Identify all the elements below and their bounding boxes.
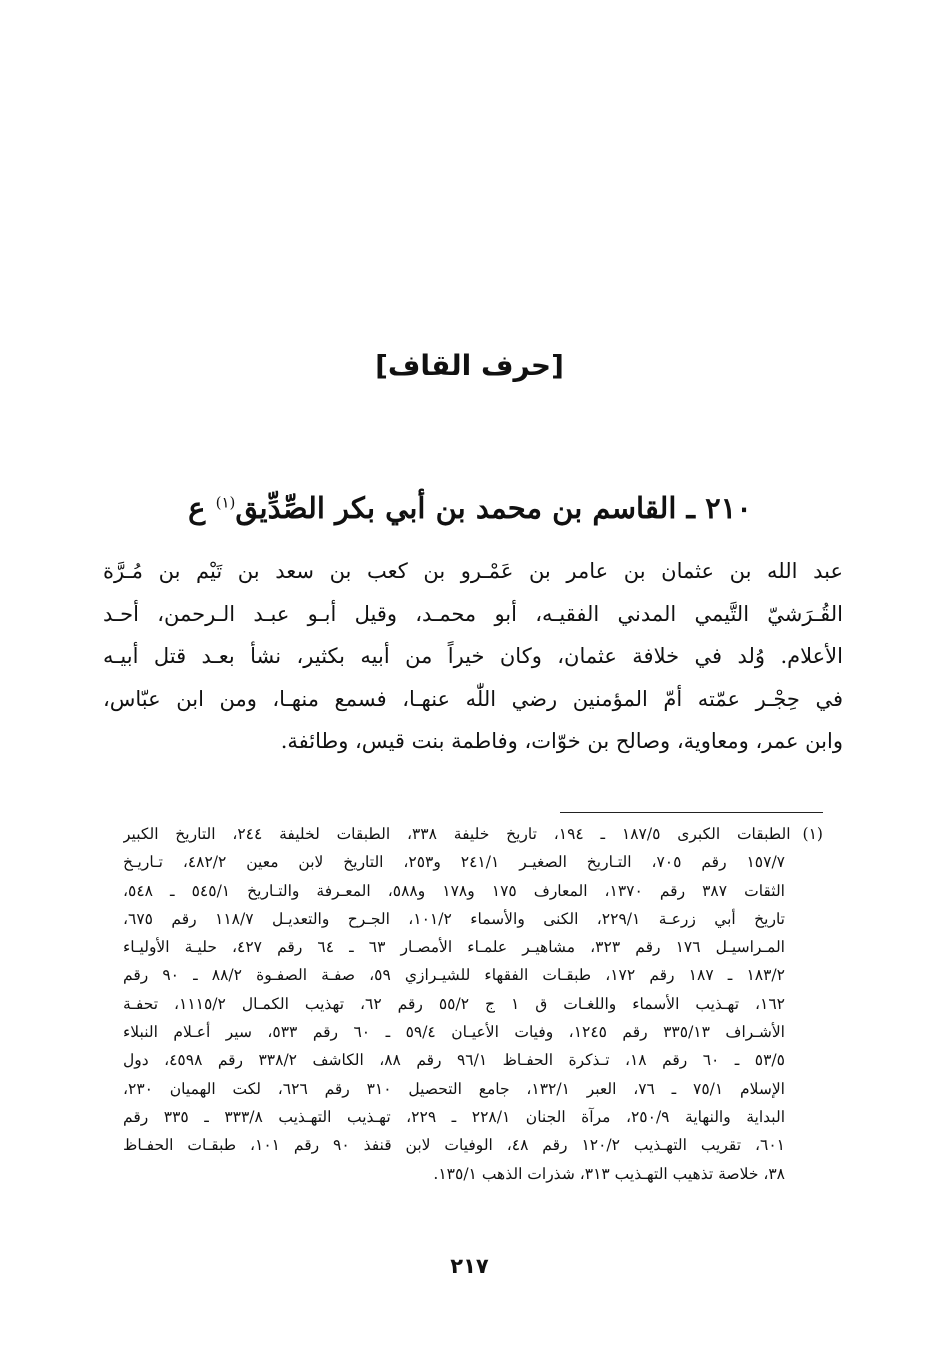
entry-title <box>120 482 820 534</box>
section-heading: [حرف القاف] <box>375 349 564 382</box>
body-line: عبد الله بن عثمان بن عامر بن عَمْـرو بن كعب بن سعد بن تَيْم بن مُـرَّة <box>103 559 843 583</box>
body-line: القُـرَشيّ التَّيمي المدني الفقيـه، أبو محمـد، وقيل أبـو عبـد الـرحمن، أحـد <box>103 601 843 626</box>
footnote-divider <box>560 812 823 813</box>
footnote-text: الطبقات الكبرى ١٨٧/٥ ـ ١٩٤، تاريخ خليفة ٣٣٨، الطبقات لخليفة ٢٤٤، التاريخ الكبير <box>123 825 791 843</box>
footnote-line <box>123 820 823 848</box>
footnote-block <box>123 820 823 1188</box>
footnote-marker: (١) <box>802 825 823 843</box>
entry-suffix-symbol: ع <box>188 491 206 525</box>
entry-body <box>103 550 843 763</box>
entry-title-text: ٢١٠ ـ القاسم بن محمد بن أبي بكر الصِّدِّيق <box>235 491 752 525</box>
footnote-line: البداية والنهاية ٢٥٠/٩، مرآة الجنان ٢٢٨/١ ـ ٢٢٩، تهـذيب التهـذيب ٣٣٣/٨ ـ ٣٣٥ رقم <box>123 1107 786 1126</box>
footnote-line: ٣٨، خلاصة تذهيب التهـذيب ٣١٣، شذرات الذهب ١٣٥/١. <box>433 1164 785 1183</box>
footnote-line: الثقات ٣٨٧ رقم ١٣٧٠، المعارف ١٧٥ و١٧٨ و٥٨٨، المعـرفة والتـاريخ ٥٤٥/١ ـ ٥٤٨، <box>123 881 785 900</box>
footnote-line: المـراسيـل ١٧٦ رقم ٣٢٣، مشاهيـر علمـاء الأمصـار ٦٣ ـ ٦٤ رقم ٤٢٧، حليـة الأوليـاء <box>123 938 785 957</box>
footnote-line: ٦٠١، تقريب التهـذيب ١٢٠/٢ رقم ٤٨، الوفيات لابن قنفذ ٩٠ رقم ١٠١، طبقـات الحفـاظ <box>123 1136 785 1155</box>
footnote-line: ٥٣/٥ ـ ٦٠ رقم ١٨، تـذكرة الحفـاظ ٩٦/١ رقم ٨٨، الكاشف ٣٣٨/٢ رقم ٤٥٩٨، دول <box>123 1051 785 1070</box>
body-line: الأعلام. وُلد في خلافة عثمان، وكان خيراً من أبيه بكثير، نشأ بعـد قتل أبيـه <box>103 644 843 668</box>
footnote-reference[interactable]: (١) <box>215 493 236 512</box>
footnote-line: الأشـراف ٣٣٥/١٣ رقم ١٢٤٥، وفيات الأعيـان ٥٩/٤ ـ ٦٠ رقم ٥٣٣، سير أعـلام النبلاء <box>123 1023 785 1042</box>
page-number: ٢١٧ <box>450 1254 489 1278</box>
body-line: في حِجْـر عمّته أمّ المؤمنين رضي اللّٰه عنهـا، فسمع منهـا، ومن ابن عبّاس، <box>103 686 843 711</box>
body-line: وابن عمر، ومعاوية، وصالح بن خوّات، وفاطمة بنت قيس، وطائفة. <box>280 729 843 753</box>
footnote-line: ١٨٣/٢ ـ ١٨٧ رقم ١٧٢، طبقـات الفقهاء للشيـرازي ٥٩، صفـة الصفـوة ٨٨/٢ ـ ٩٠ رقم <box>123 966 785 985</box>
footnote-line: تاريخ أبي زرعـة ٢٢٩/١، الكنى والأسماء ١٠١/٢، الجـرح والتعديـل ١١٨/٧ رقم ٦٧٥، <box>123 909 785 928</box>
footnote-line: ١٦٢، تهـذيب الأسماء واللغـات ق ١ ج ٥٥/٢ رقم ٦٢، تهذيب الكمـال ١١١٥/٢، تحفـة <box>123 994 785 1013</box>
footnote-line: ١٥٧/٧ رقم ٧٠٥، التـاريخ الصغيـر ٢٤١/١ و٢٥٣، التاريخ لابن معين ٤٨٢/٢، تـاريـخ <box>123 853 785 872</box>
footnote-line: الإسلام ٧٥/١ ـ ٧٦، العبر ١٣٢/١، جامع التحصيل ٣١٠ رقم ٦٢٦، لكت الهميان ٢٣٠، <box>123 1079 785 1098</box>
